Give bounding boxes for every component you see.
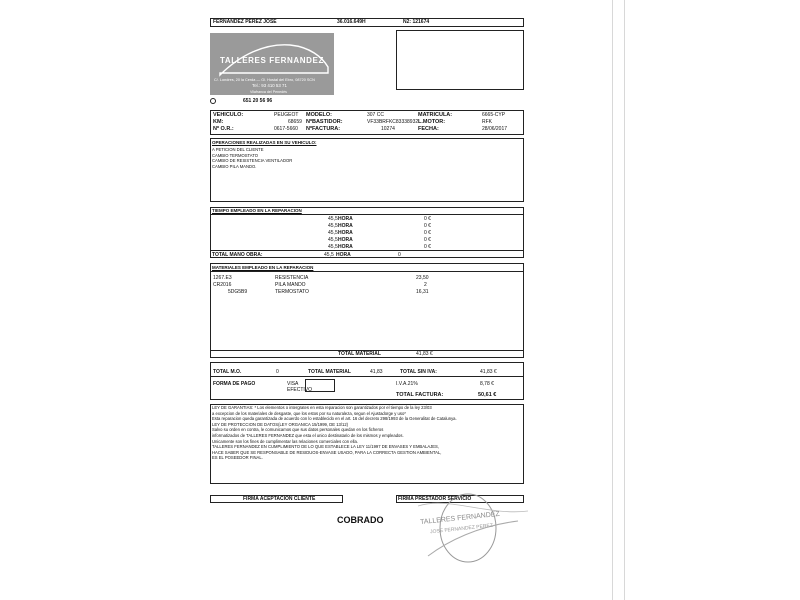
date-label: FECHA:	[418, 126, 439, 132]
legal-text	[212, 405, 457, 461]
stamp-line2: JOSE FERNANDEZ PEREZ	[429, 522, 494, 536]
scan-artifact	[624, 0, 625, 600]
labor-price: 0 €	[424, 230, 431, 236]
invoice-total-label: TOTAL FACTURA:	[396, 392, 444, 398]
date-value: 28/06/2017	[482, 126, 508, 132]
payment-cash-label: EFECTIVO	[287, 387, 313, 393]
material-desc: TERMOSTATO	[275, 289, 309, 295]
iva-label: I.V.A.21%	[396, 381, 418, 387]
company-mobile: 651 20 56 96	[243, 98, 273, 104]
total-material-label: TOTAL MATERIAL	[308, 369, 351, 375]
operations-list	[212, 147, 292, 169]
material-code: CR2016	[213, 282, 232, 288]
material-code: 1267.E3	[213, 275, 232, 281]
total-sin-iva-label: TOTAL SIN IVA:	[400, 369, 437, 375]
labor-unit: HORA	[338, 230, 353, 236]
engine-value: RFK	[482, 119, 492, 125]
legal-line: informatizados de TALLERES FERNANDEZ que esta el unico destinatario de los mismos y empleados.	[212, 432, 404, 438]
client-id: 36.016.649H	[337, 19, 366, 25]
chassis-label: NºBASTIDOR:	[306, 119, 343, 125]
company-name: TALLERES FERNANDEZ	[220, 56, 324, 65]
material-total-label: TOTAL MATERIAL	[338, 351, 381, 357]
material-desc: PILA MANDO	[275, 282, 306, 288]
material-price: 2	[424, 282, 427, 288]
vehicle-label: VEHICULO:	[213, 112, 244, 118]
legal-line: Salvo su orden en contra, le comunicamos que sus datos personales quedan en los ficheros	[212, 427, 384, 433]
labor-total-unit: HORA	[336, 252, 351, 258]
legal-line: LEY DE GARANTIAS: * Los elementos o intergrates en esta reparacion son garantizados por el tiempo de la ley 23/03	[212, 405, 432, 410]
or-label: Nº O.R.:	[213, 126, 234, 132]
invoice-code: N2: 121674	[403, 19, 430, 25]
labor-hours: 45,5	[328, 223, 338, 229]
material-code: 5DG5B9	[228, 289, 248, 295]
labor-unit: HORA	[338, 237, 353, 243]
company-stamp-icon	[408, 486, 538, 576]
company-city: Vilafranca del Penedès	[250, 90, 287, 94]
operation-line: CAMBIO PILA MANDO.	[212, 163, 257, 169]
labor-unit: HORA	[338, 244, 353, 250]
invoice-total-value: 50,61 €	[478, 392, 497, 398]
labor-price: 0 €	[424, 237, 431, 243]
material-total-value: 41,83 €	[416, 351, 433, 357]
model-label: MODELO:	[306, 112, 332, 118]
labor-price: 0 €	[424, 216, 431, 222]
material-desc: RESISTENCIA	[275, 275, 309, 281]
company-phone: Tel.: 93 410 53 71	[252, 83, 287, 88]
labor-price: 0 €	[424, 223, 431, 229]
material-price: 16,31	[416, 289, 429, 295]
total-material-value: 41,83	[370, 369, 383, 375]
paid-stamp-text: COBRADO	[337, 515, 384, 525]
provider-signature-label: FIRMA PRESTADOR SERVICIO	[398, 496, 472, 502]
operation-line: CAMBIO DE RESISTENCIA VENTILADOR	[212, 158, 293, 164]
plate-value: 6665-CYP	[482, 112, 506, 118]
divider	[210, 376, 524, 377]
material-price: 23,50	[416, 275, 429, 281]
materials-title: MATERIALES EMPLEADO EN LA REPARACION	[212, 265, 314, 270]
total-mo-label: TOTAL M.O.	[213, 369, 242, 375]
model-value: 307 CC	[367, 112, 384, 118]
payment-method-box[interactable]	[305, 379, 335, 392]
legal-line: HACE SABER QUE SE RESPONSABLE DE RESIDUOS-ENVASE USADO, PARA LA CORRECTA GESTION AMBIENTAL,	[212, 449, 442, 455]
or-value: 0617-5660	[274, 126, 298, 132]
labor-total-label: TOTAL MANO OBRA:	[212, 252, 263, 258]
total-mo-value: 0	[276, 369, 279, 375]
operation-line: CAMBIO TERMOSTATO	[212, 152, 258, 158]
operations-title: OPERACIONES REALIZADAS EN SU VEHICULO:	[212, 140, 317, 145]
legal-line: Esta reparacion queda garantizada de acuerdo con lo establecido en el art. 16 del decreto 298/1993 de la Generalitat de Catalunya.	[212, 416, 457, 422]
divider	[210, 214, 524, 215]
materials-box	[210, 263, 524, 358]
vehicle-value: PEUGEOT	[274, 112, 299, 118]
client-signature-label: FIRMA ACEPTACION CLIENTE	[243, 496, 316, 502]
divider	[210, 271, 524, 272]
labor-hours: 45,5	[328, 216, 338, 222]
payment-label: FORMA DE PAGO	[213, 381, 256, 387]
chassis-value: VF33BRFKC83338932	[367, 119, 419, 125]
km-label: KM:	[213, 119, 224, 125]
engine-label: L.MOTOR:	[418, 119, 446, 125]
address-box	[396, 30, 524, 90]
payment-visa-label: VISA	[287, 381, 299, 387]
operation-line: A PETICION DEL CLIENTE	[212, 147, 264, 152]
labor-unit: HORA	[338, 223, 353, 229]
labor-title: TIEMPO EMPLEADO EN LA REPARACION	[212, 208, 302, 213]
labor-total-hours: 45,5	[324, 252, 334, 258]
labor-hours: 45,5	[328, 237, 338, 243]
invoice-value: 10274	[381, 126, 395, 132]
legal-line: LEY DE PROTECCION DE DATOS(LEY ORGANICA 15/1999, DE 13/12)	[212, 421, 349, 427]
invoice-label: NºFACTURA:	[306, 126, 341, 132]
labor-price: 0 €	[424, 244, 431, 250]
legal-line: TALLERES FERNANDEZ EN CUMPLIMIENTO DE LO QUE ESTABLECE LA LEY 11/1997 DE ENVASES Y EMBALAJES,	[212, 444, 439, 450]
company-logo	[210, 33, 334, 95]
client-name: FERNANDEZ PEREZ JOSE	[213, 19, 277, 25]
company-address: C/. Londres, 20 la Cerda — Gl. Hostal del Ebro, 08720 SCN	[214, 78, 315, 82]
total-sin-iva-value: 41,83 €	[480, 369, 497, 375]
labor-hours: 45,5	[328, 230, 338, 236]
legal-line: Unicamente son los fines de cumplimentar las relaciones comerciales con ella.	[212, 438, 358, 444]
labor-total-value: 0	[398, 252, 401, 258]
legal-line: ES EL POSEEDOR FINAL.	[212, 455, 263, 461]
totals-box	[210, 362, 524, 400]
labor-hours: 45,5	[328, 244, 338, 250]
divider	[210, 250, 524, 251]
plate-label: MATRICULA:	[418, 112, 453, 118]
km-value: 68659	[288, 119, 302, 125]
phone-icon	[210, 98, 216, 104]
iva-value: 8,78 €	[480, 381, 494, 387]
labor-unit: HORA	[338, 216, 353, 222]
legal-line: a excepcion de los materiales de desgaste, que los estos por su naturaleza, segun el Ajustadorge y uso*	[212, 410, 406, 416]
stamp-line1: TALLERES FERNANDEZ	[419, 510, 501, 527]
scan-artifact	[612, 0, 613, 600]
